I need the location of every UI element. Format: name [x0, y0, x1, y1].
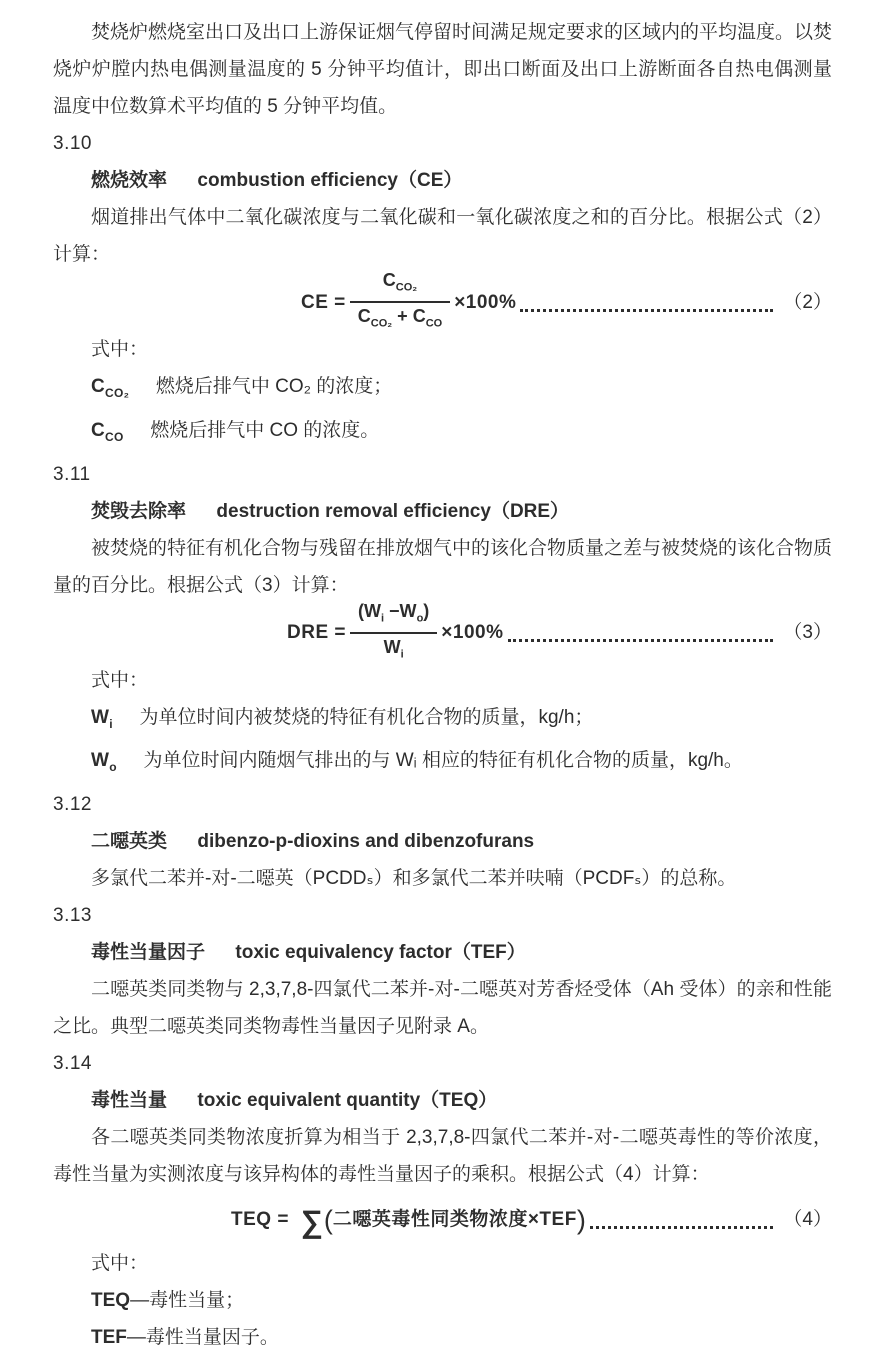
formula-4	[53, 1193, 832, 1245]
formula-3-denominator: $W_i$	[350, 632, 437, 667]
formula-3-lhs: DRE =	[287, 622, 346, 644]
symbol: TEF	[91, 1327, 127, 1349]
formula-4-lparen: (	[323, 1204, 333, 1235]
section-body-3-14: 各二噁英类同类物浓度折算为相当于 2,3,7,8-四氯代二苯并-对-二噁英毒性的等价浓度，毒性当量为实测浓度与该异构体的毒性当量因子的乘积。根据公式（4）计算：	[53, 1127, 832, 1186]
formula-4-tag: （4）	[783, 1208, 832, 1230]
term-cn: 毒性当量	[91, 1090, 168, 1112]
formula-4-content: 二噁英毒性同类物浓度×TEF	[332, 1208, 577, 1230]
section-heading-3-13	[53, 934, 832, 971]
definition-text: 为单位时间内随烟气排出的与 Wᵢ 相应的特征有机化合物的质量，kg/h。	[143, 750, 743, 772]
where-label: 式中：	[91, 1253, 149, 1275]
section-body-3-10: 烟道排出气体中二氧化碳浓度与二氧化碳和一氧化碳浓度之和的百分比。根据公式（2）计算：	[53, 207, 832, 265]
definition-wo	[53, 742, 832, 786]
term-en: dibenzo-p-dioxins and dibenzofurans	[197, 831, 535, 853]
symbol: $W_o$	[91, 750, 117, 775]
formula-3-times: ×100%	[441, 622, 504, 644]
dot-leader	[590, 1226, 774, 1229]
definition-cco	[53, 412, 832, 456]
term-cn: 毒性当量因子	[91, 942, 206, 964]
definition-text: 燃烧后排气中 CO₂ 的浓度；	[155, 376, 393, 397]
section-number-3-13: 3.13	[53, 905, 92, 927]
term-en: combustion efficiency（CE）	[197, 170, 463, 191]
symbol: $C_{CO_2}$	[91, 376, 130, 400]
definition-wi	[53, 699, 832, 743]
symbol: $W_i$	[91, 706, 113, 731]
formula-2-lhs: CE =	[301, 291, 346, 313]
symbol: TEQ	[91, 1290, 131, 1312]
term-en: destruction removal efficiency（DRE）	[216, 500, 570, 522]
formula-2-fraction	[350, 268, 450, 335]
definition-teq	[53, 1282, 832, 1319]
definition-text: 为单位时间内被焚烧的特征有机化合物的质量，kg/h；	[139, 706, 594, 728]
section-number-3-10: 3.10	[53, 133, 92, 154]
term-cn: 燃烧效率	[91, 170, 168, 191]
formula-2	[53, 270, 832, 331]
section-heading-3-10	[53, 162, 832, 199]
section-number-3-12: 3.12	[53, 794, 92, 816]
formula-3-numerator: $(W_i -W_o)$	[358, 601, 430, 625]
term-en: toxic equivalency factor（TEF）	[235, 942, 526, 964]
symbol: $C_{CO}$	[91, 419, 124, 444]
where-label: 式中：	[91, 669, 149, 691]
definition-text: —毒性当量；	[130, 1290, 245, 1312]
term-cn: 焚毁去除率	[91, 500, 187, 522]
definition-text: —毒性当量因子。	[126, 1327, 279, 1349]
section-heading-3-14	[53, 1082, 832, 1119]
formula-4-lhs: TEQ =	[231, 1208, 295, 1230]
formula-4-rparen: )	[576, 1204, 586, 1235]
where-label: 式中：	[91, 339, 149, 360]
definition-tef	[53, 1319, 832, 1356]
section-body-3-13: 二噁英类同类物与 2,3,7,8-四氯代二苯并-对-二噁英对芳香烃受体（Ah 受体）的亲和性能之比。典型二噁英类同类物毒性当量因子见附录 A。	[53, 979, 832, 1038]
section-heading-3-11	[53, 493, 832, 530]
formula-2-times: ×100%	[454, 291, 517, 313]
section-heading-3-12	[53, 823, 832, 860]
definition-cco2	[53, 368, 832, 412]
summation-sign: ∑	[300, 1203, 323, 1239]
formula-3-fraction	[350, 599, 437, 666]
formula-3	[53, 601, 832, 662]
term-cn: 二噁英类	[91, 831, 168, 853]
section-body-3-12: 多氯代二苯并-对-二噁英（PCDDₛ）和多氯代二苯并呋喃（PCDFₛ）的总称。	[91, 868, 737, 890]
formula-2-tag: （2）	[783, 291, 832, 313]
intro-paragraph: 焚烧炉燃烧室出口及出口上游保证烟气停留时间满足规定要求的区域内的平均温度。以焚烧炉炉膛内热电偶测量温度的 5 分钟平均值计，即出口断面及出口上游断面各自热电偶测量温度中位数算术平均值的 5 分钟平均值。	[53, 22, 833, 117]
section-body-3-11: 被焚烧的特征有机化合物与残留在排放烟气中的该化合物质量之差与被焚烧的该化合物质量的百分比。根据公式（3）计算：	[53, 537, 833, 596]
dot-leader	[508, 639, 774, 642]
formula-3-tag: （3）	[783, 622, 832, 644]
section-number-3-14: 3.14	[53, 1053, 92, 1075]
dot-leader	[520, 309, 773, 312]
formula-2-numerator: $C_{CO_2}$	[382, 270, 418, 294]
section-number-3-11: 3.11	[53, 463, 91, 485]
formula-2-denominator: $C_{CO_2} + C_{CO}$	[350, 301, 450, 336]
term-en: toxic equivalent quantity（TEQ）	[197, 1090, 498, 1112]
definition-text: 燃烧后排气中 CO 的浓度。	[150, 419, 380, 441]
